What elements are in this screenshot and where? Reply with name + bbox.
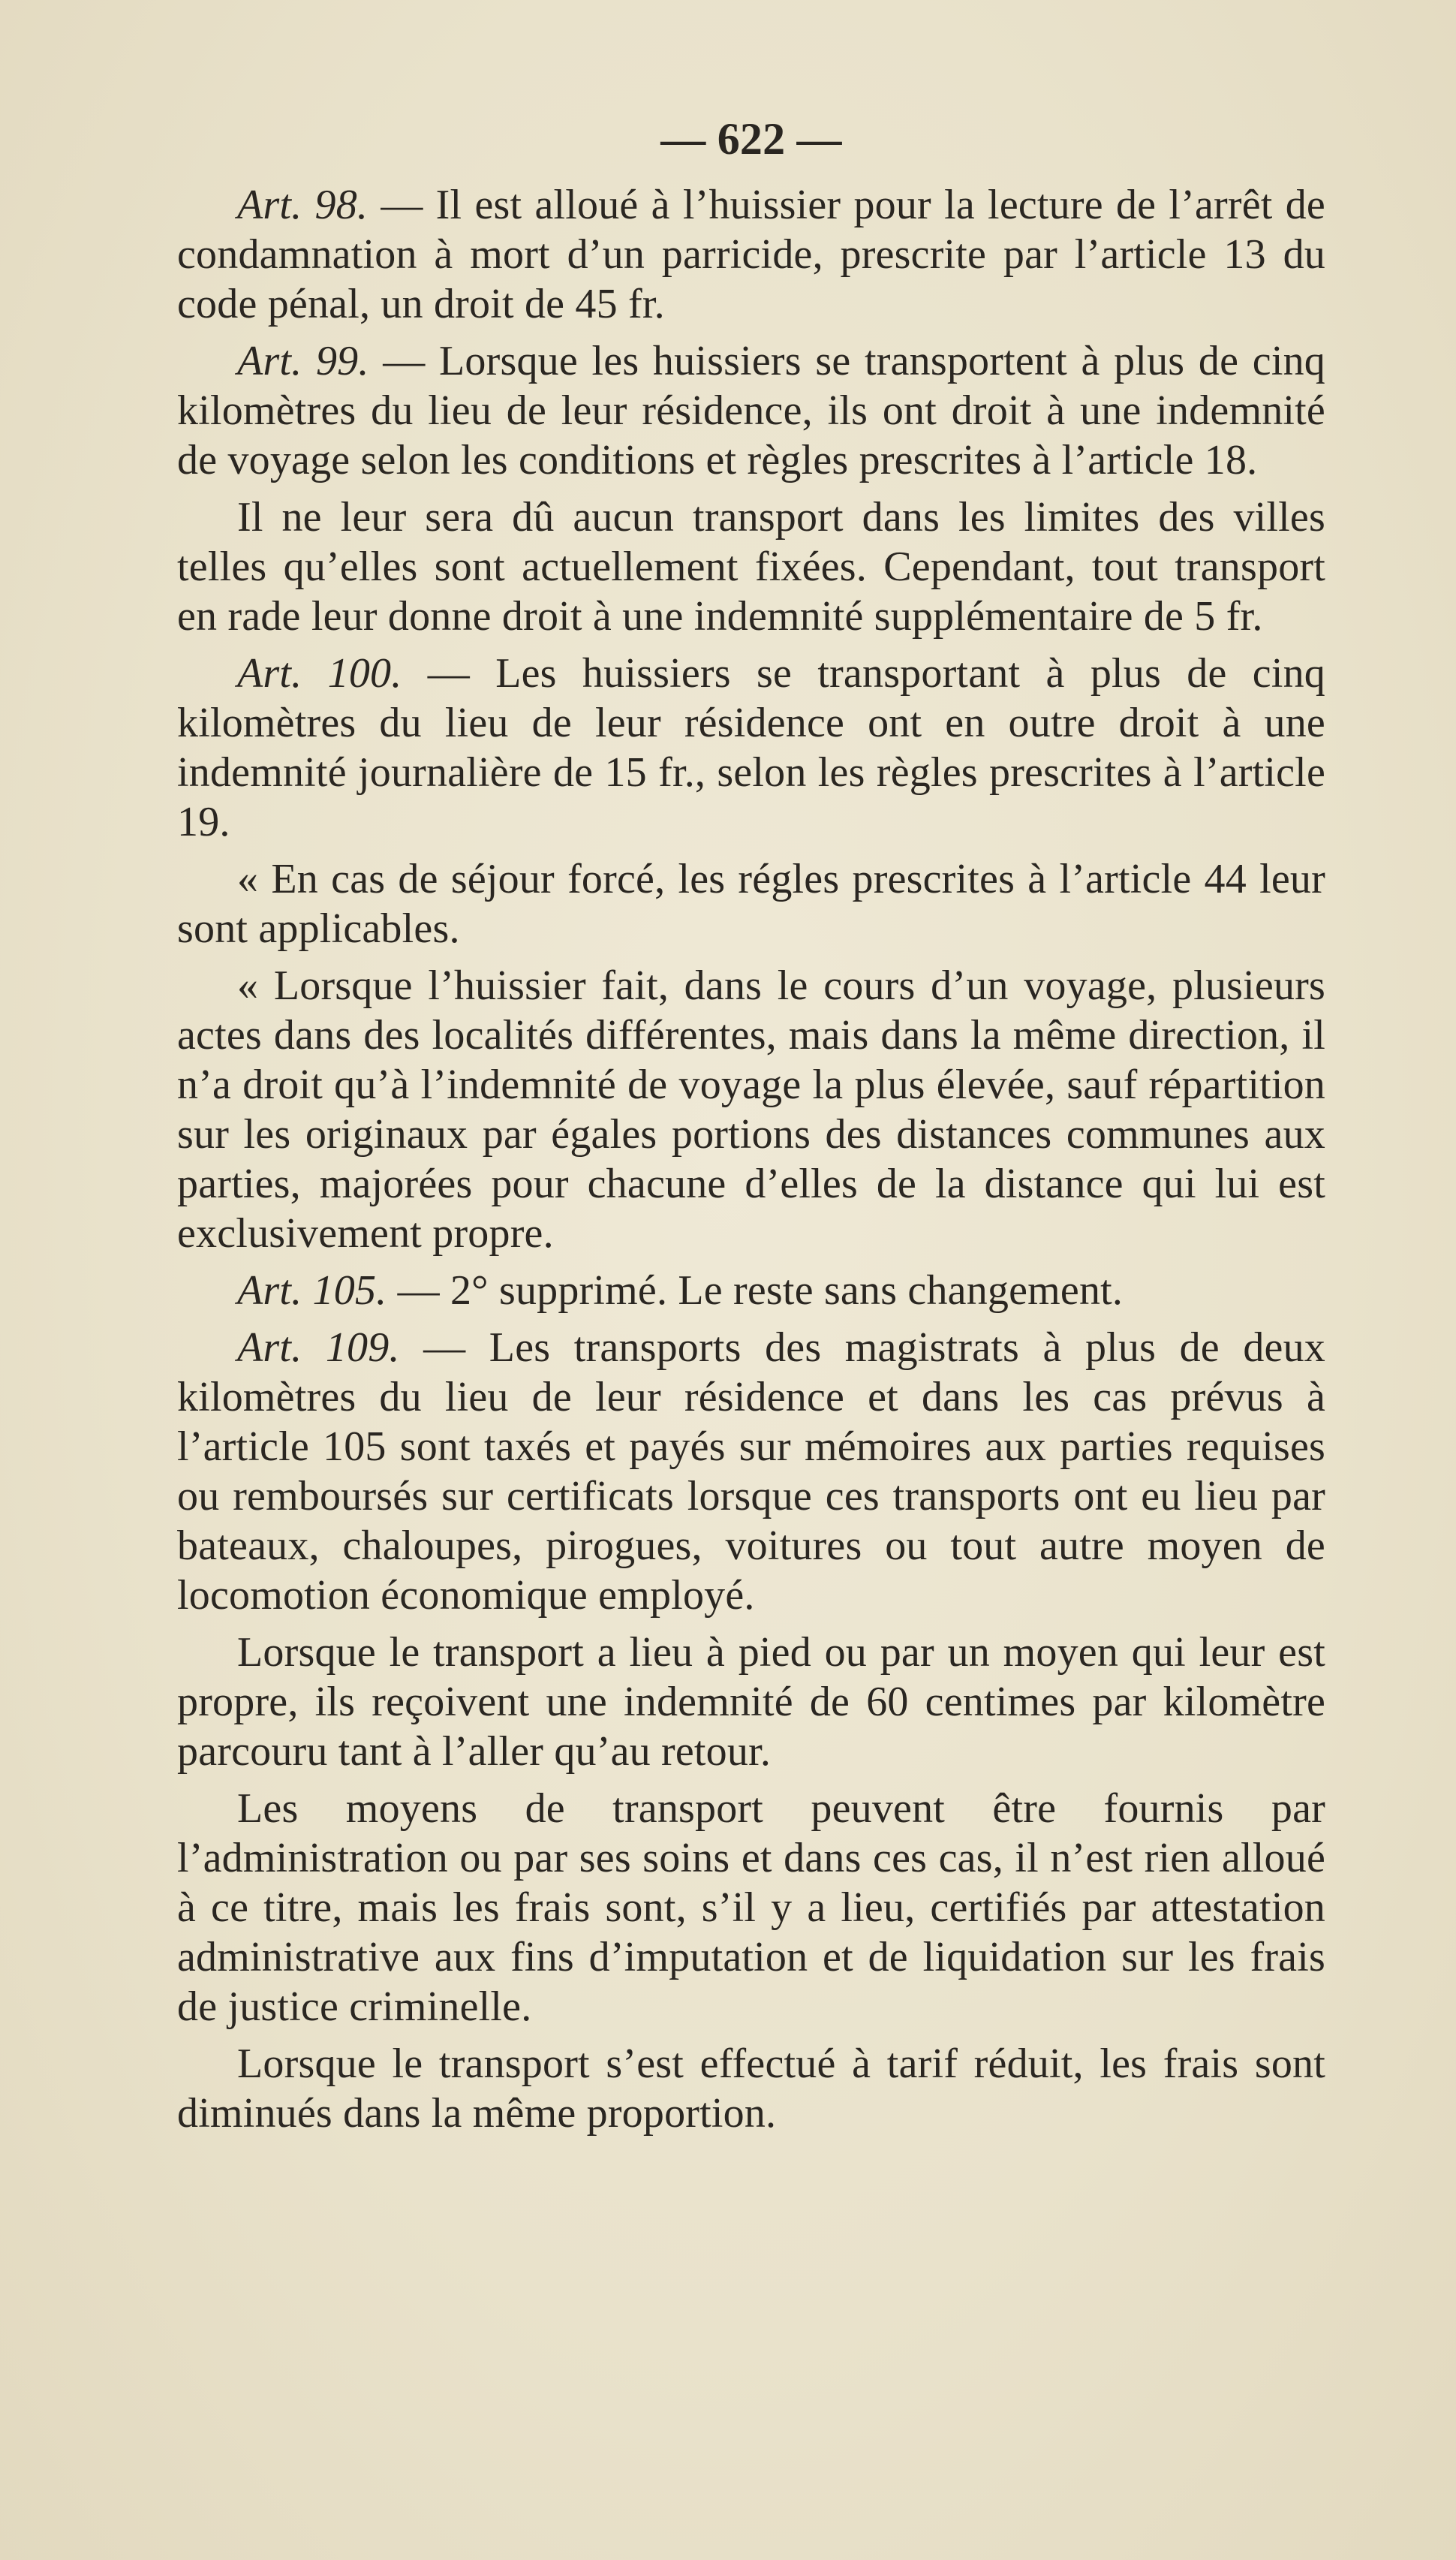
article-label: Art. 100. [237, 650, 402, 697]
paragraph-art-109 [177, 1323, 1325, 1620]
paragraph-text: — Les transports des magistrats à plus de deux kilomètres du lieu de leur résidence et dans les cas prévus à l’article 105 sont taxés et payés sur mémoires aux parties requises ou remboursés sur certificats lorsque ces transports ont eu lieu par bateaux, chaloupes, pirogues, voitures ou tout autre moyen de locomotion économique employé. [177, 1324, 1325, 1619]
paragraph-text: — Les huissiers se transportant à plus de cinq kilomètres du lieu de leur résidence ont en outre droit à une indemnité journalière de 15 fr., selon les règles prescrites à l’article 19. [177, 650, 1325, 845]
paragraph-art-98 [177, 180, 1325, 329]
paragraph-text: « Lorsque l’huissier fait, dans le cours d’un voyage, plusieurs actes dans des localités différentes, mais dans la même direction, il n’a droit qu’à l’indemnité de voyage la plus élevée, sauf répartition sur les originaux par égales portions des distances communes aux parties, majorées pour chacune d’elles de la distance qui lui est exclusivement propre. [177, 962, 1325, 1257]
page-number: — 622 — [660, 114, 842, 164]
paragraph-art-100 [177, 649, 1325, 847]
paragraph-text: — Lorsque les huissiers se transportent à plus de cinq kilomètres du lieu de leur résidence, ils ont droit à une indemnité de voyage selon les conditions et règles prescrites à l’article 18. [177, 338, 1325, 483]
paragraph-sejour-force [177, 854, 1325, 953]
paragraph-text: Lorsque le transport s’est effectué à tarif réduit, les frais sont diminués dans la même proportion. [177, 2040, 1325, 2137]
paragraph-text: Il ne leur sera dû aucun transport dans les limites des villes telles qu’elles sont actuellement fixées. Cependant, tout transport en rade leur donne droit à une indemnité supplémentaire de 5 fr. [177, 494, 1325, 640]
paragraph-text: — Il est alloué à l’huissier pour la lecture de l’arrêt de condamnation à mort d’un parricide, prescrite par l’article 13 du code pénal, un droit de 45 fr. [177, 182, 1325, 327]
article-label: Art. 99. [237, 338, 369, 384]
text-column [177, 113, 1325, 2146]
article-label: Art. 105. [237, 1267, 387, 1314]
paragraph-plusieurs-actes [177, 961, 1325, 1258]
article-label: Art. 98. [237, 182, 369, 228]
paragraph-art-105 [177, 1266, 1325, 1315]
paragraph-text: Lorsque le transport a lieu à pied ou par un moyen qui leur est propre, ils reçoivent une indemnité de 60 centimes par kilomètre parcouru tant à l’aller qu’au retour. [177, 1629, 1325, 1775]
paragraph-moyens-transport [177, 1784, 1325, 2031]
paragraph-tarif-reduit [177, 2039, 1325, 2138]
article-label: Art. 109. [237, 1324, 400, 1371]
paragraph-text: — 2° supprimé. Le reste sans changement. [397, 1267, 1124, 1314]
paragraph-transport-villes [177, 492, 1325, 641]
paragraph-text: « En cas de séjour forcé, les régles prescrites à l’article 44 leur sont applicables. [177, 856, 1325, 952]
paragraph-text: Les moyens de transport peuvent être fournis par l’administration ou par ses soins et dans ces cas, il n’est rien alloué à ce titre, mais les frais sont, s’il y a lieu, certifiés par attestation administrative aux fins d’imputation et de liquidation sur les frais de justice criminelle. [177, 1785, 1325, 2030]
paragraph-transport-pied [177, 1628, 1325, 1776]
paragraph-art-99 [177, 336, 1325, 485]
